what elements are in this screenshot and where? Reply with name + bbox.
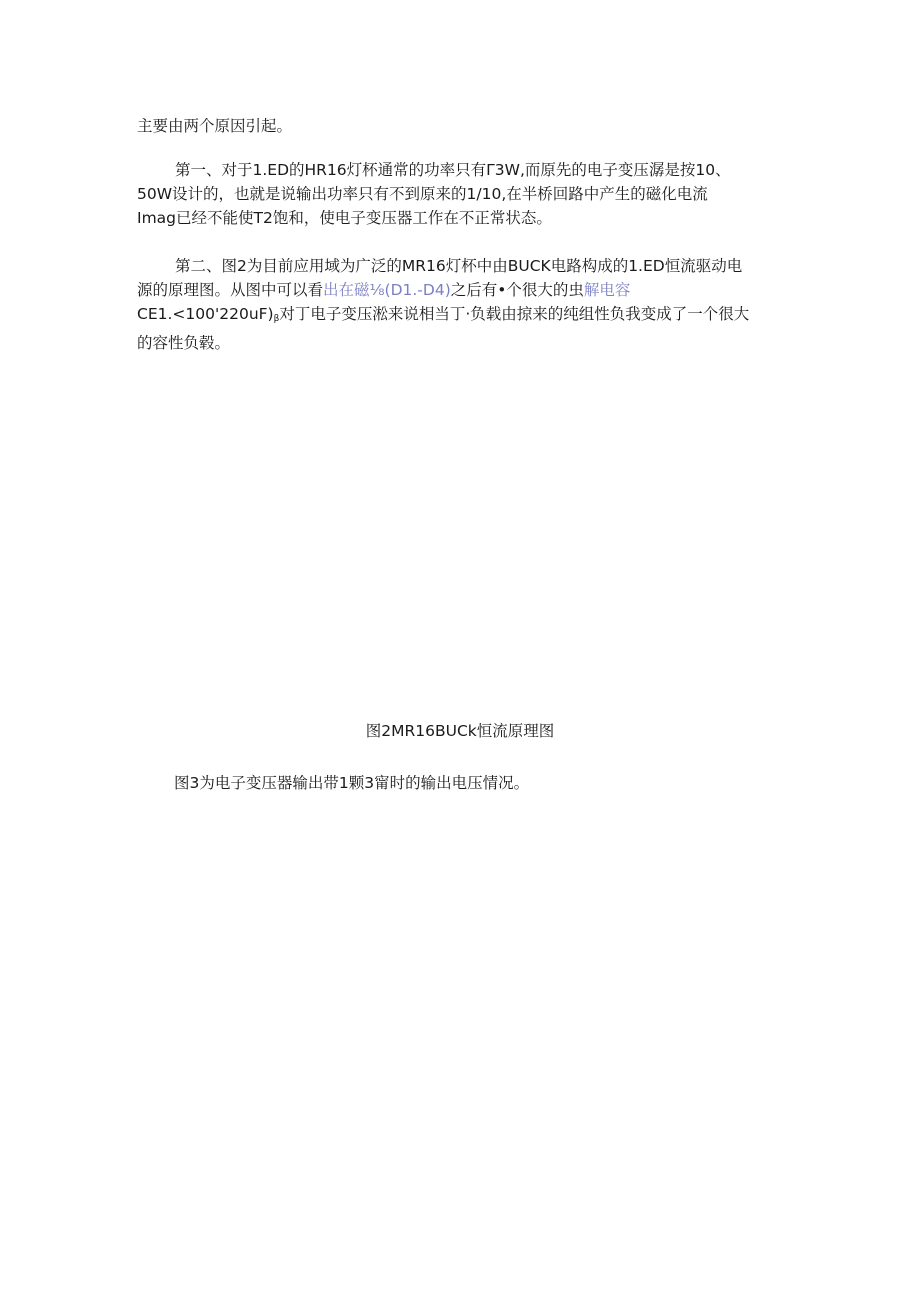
first-reason-line-1: 第一、对于1.ED的HR16灯杯通常的功率只有Γ3W,而原先的电子变压潺是按10、 <box>175 161 731 179</box>
subscript-mark: β <box>273 314 280 324</box>
second-reason-line-4: 的容性负毂。 <box>137 334 231 352</box>
paragraph-figure3-intro: 图3为电子变压器输出带1颗3甯时的输出电压情况。 <box>174 774 530 792</box>
first-reason-line-3: Imag已经不能使T2饱和，使电子变压器工作在不正常状态。 <box>137 209 552 227</box>
figure-caption: 图2MR16BUCk恒流原理图 <box>365 722 555 740</box>
first-reason-line-2: 50W设计的，也就是说输出功率只有不到原来的1/10,在半桥回路中产生的磁化电流 <box>137 185 708 203</box>
second-reason-line-2b: 之后有•个很大的虫 <box>450 281 584 299</box>
second-reason-line-2a: 源的原理图。从图中可以看 <box>137 281 324 299</box>
paragraph-second-reason <box>137 254 787 355</box>
paragraph-intro <box>137 114 787 138</box>
second-reason-line-3a: CE1.<100'220uF) <box>137 305 274 323</box>
paragraph-first-reason <box>137 158 787 230</box>
second-reason-line-1: 第二、图2为目前应用域为广泛的MR16灯杯中由BUCK电路构成的1.ED恒流驱动电 <box>175 257 743 275</box>
capacitor-link[interactable]: 解电容 <box>583 281 631 299</box>
paragraph-intro-text: 主要由两个原因引起。 <box>137 117 293 135</box>
rectifier-link[interactable]: 出在磁⅛(D1.-D4) <box>323 281 451 299</box>
second-reason-line-3b: 对丁电子变压淞来说相当丁·负载由掠来的纯组性负我变成了一个很大 <box>279 305 750 323</box>
